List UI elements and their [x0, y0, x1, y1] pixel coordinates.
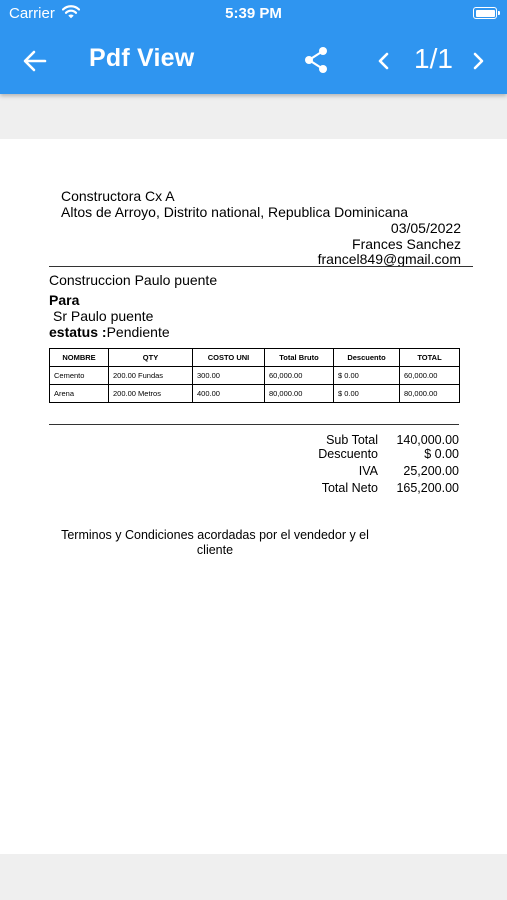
table-header-row [50, 349, 460, 367]
contact-name: Frances Sanchez [352, 236, 461, 252]
top-bar [0, 0, 507, 94]
iva-value: 25,200.00 [403, 464, 459, 478]
table-cell: 60,000.00 [265, 367, 334, 385]
carrier-label: Carrier [9, 5, 55, 22]
terms-line: Terminos y Condiciones acordadas por el vendedor y el [61, 528, 369, 542]
subtotal-label: Sub Total [326, 433, 378, 447]
table-cell: 80,000.00 [265, 385, 334, 403]
battery-icon [473, 7, 497, 19]
table-cell: 60,000.00 [400, 367, 460, 385]
table-cell: Cemento [50, 367, 109, 385]
table-cell: Arena [50, 385, 109, 403]
table-row [50, 367, 460, 385]
company-name: Constructora Cx A [61, 188, 175, 204]
table-cell: 300.00 [193, 367, 265, 385]
table-cell: 80,000.00 [400, 385, 460, 403]
status-bar [0, 0, 507, 28]
chevron-left-icon[interactable] [376, 50, 392, 72]
terms-conditions [50, 528, 380, 558]
column-header: NOMBRE [50, 349, 109, 367]
totals-divider [49, 424, 459, 425]
recipient-name: Sr Paulo puente [53, 308, 154, 324]
status-value: Pendiente [106, 324, 170, 340]
net-total-label: Total Neto [321, 481, 378, 495]
net-total-value: 165,200.00 [396, 481, 459, 495]
column-header: TOTAL [400, 349, 460, 367]
table-cell: 200.00 Fundas [109, 367, 193, 385]
column-header: COSTO UNI [193, 349, 265, 367]
status-label: estatus : [49, 324, 107, 340]
para-label: Para [49, 292, 80, 308]
iva-label: IVA [358, 464, 378, 478]
status-line [49, 324, 170, 340]
items-table [49, 348, 460, 403]
subtotal-value: 140,000.00 [396, 433, 459, 447]
header-divider [49, 266, 473, 267]
chevron-right-icon[interactable] [470, 50, 486, 72]
contact-email: francel849@gmail.com [317, 251, 461, 267]
invoice-date: 03/05/2022 [390, 220, 461, 236]
table-cell: 400.00 [193, 385, 265, 403]
column-header: Descuento [334, 349, 400, 367]
app-bar [0, 28, 507, 94]
discount-label: Descuento [318, 447, 378, 461]
table-cell: $ 0.00 [334, 367, 400, 385]
terms-line: cliente [196, 543, 234, 557]
table-row [50, 385, 460, 403]
back-arrow-icon[interactable] [22, 48, 48, 74]
table-cell: $ 0.00 [334, 385, 400, 403]
discount-value: $ 0.00 [424, 447, 459, 461]
table-cell: 200.00 Metros [109, 385, 193, 403]
company-address: Altos de Arroyo, Distrito national, Republica Dominicana [61, 204, 409, 220]
column-header: Total Bruto [265, 349, 334, 367]
page-indicator: 1/1 [414, 43, 453, 74]
share-icon[interactable] [303, 46, 329, 74]
pdf-page[interactable] [0, 139, 507, 854]
page-title: Pdf View [89, 44, 195, 72]
project-name: Construccion Paulo puente [49, 272, 218, 288]
column-header: QTY [109, 349, 193, 367]
status-time: 5:39 PM [225, 5, 282, 22]
